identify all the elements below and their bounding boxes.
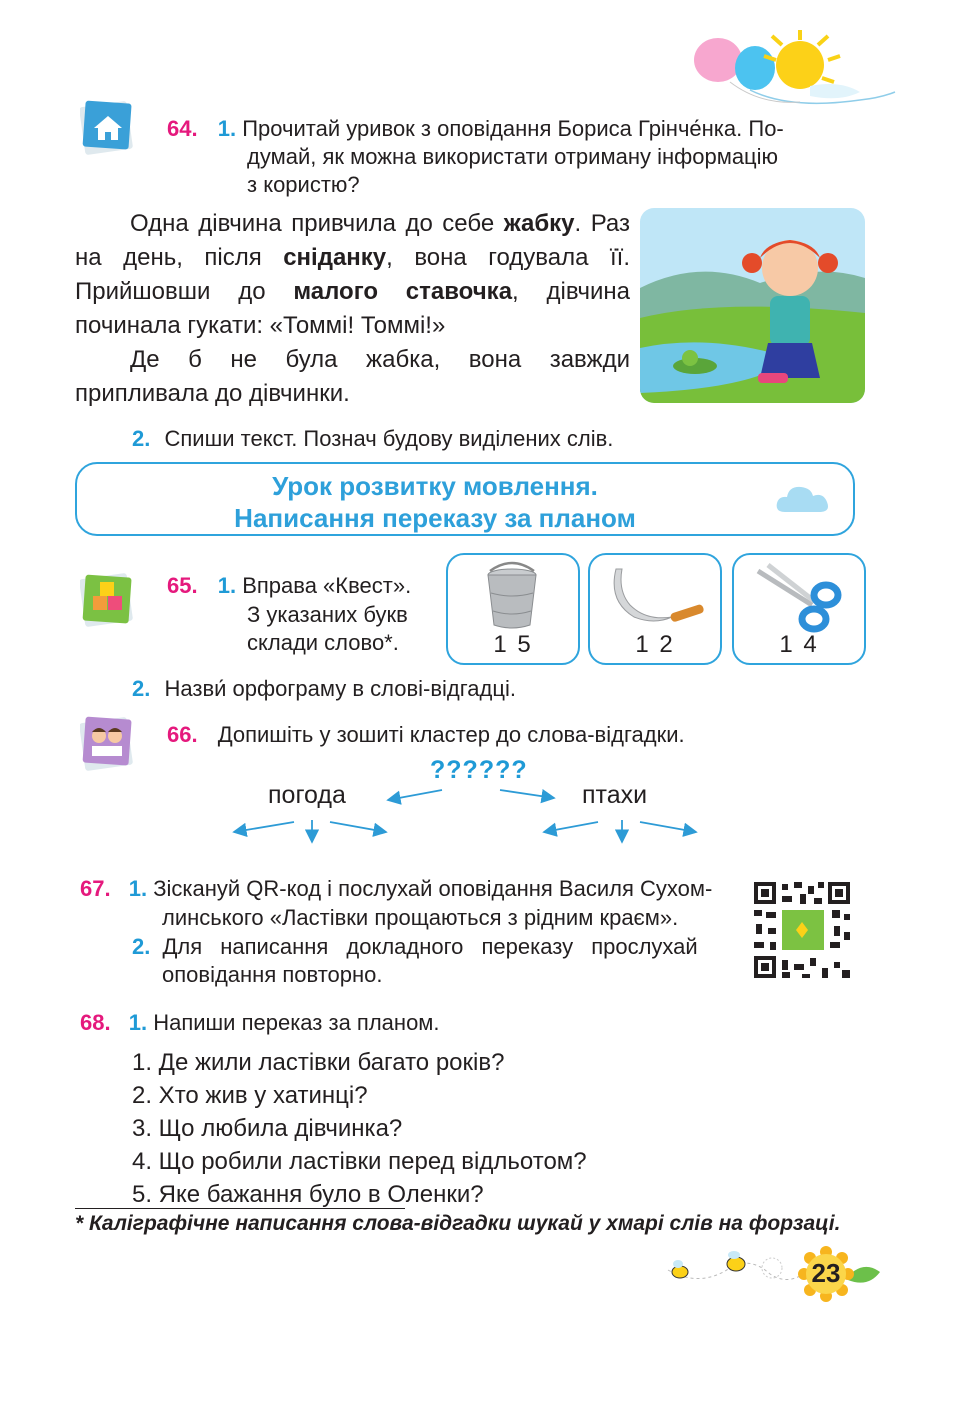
quest-card-scissors	[732, 553, 866, 665]
task-text-line: линського «Ластівки прощаються з рідним краєм».	[162, 905, 679, 930]
home-task-icon	[80, 98, 136, 158]
cluster-word-left: погода	[268, 781, 346, 809]
lesson-title: Урок розвитку мовлення. Написання переказу за планом	[234, 471, 636, 533]
children-reading-icon	[80, 714, 138, 774]
exercise-66-task	[167, 720, 867, 750]
letter-indices: 1 4	[779, 631, 819, 658]
bees-decoration	[660, 1248, 810, 1298]
exercise-number: 66.	[167, 722, 198, 747]
step-number: 1.	[128, 876, 148, 901]
footnote: * Каліграфічне написання слова-відгадки шукай у хмарі слів на форзаці.	[75, 1212, 841, 1235]
exercise-number: 65.	[167, 573, 198, 598]
step-number: 2.	[132, 426, 151, 451]
exercise-number: 67.	[80, 876, 111, 901]
page-number: 23	[811, 1258, 841, 1288]
task-text-line: З указаних букв	[247, 602, 408, 627]
exercise-64-step-2	[132, 424, 832, 454]
task-text-line: думай, як можна використати отриману інформацію	[247, 144, 779, 169]
bucket-icon	[480, 561, 544, 631]
step-number: 1.	[128, 1010, 148, 1035]
retelling-plan	[132, 1046, 587, 1211]
list-item: 4. Що робили ластівки перед відльотом?	[132, 1148, 587, 1175]
step-number: 1.	[217, 573, 237, 598]
letter-indices: 1 5	[493, 631, 533, 658]
list-item: 5. Яке бажання було в Оленки?	[132, 1181, 484, 1208]
footnote-divider	[75, 1208, 405, 1209]
reading-passage: Одна дівчина привчила до себе жабку. Раз на день, після сніданку, вона годувала її. Прийшовши до малого ставочка, дівчина починала гукати: «Томмі! Томмі!» Де б не була жабка, вона завжди припливала до дівчинки.	[75, 207, 630, 411]
passage-paragraph-2: Де б не була жабка, вона завжди припливала до дівчинки.	[75, 346, 630, 407]
exercise-68-task: 68. 1. Напиши переказ за планом.	[80, 1010, 440, 1035]
task-text-line: з користю?	[247, 172, 360, 197]
page-number-badge	[792, 1246, 882, 1302]
task-text-line: склади слово*.	[247, 630, 399, 655]
quest-card-bucket	[446, 553, 580, 665]
cluster-arrows	[220, 780, 710, 850]
task-text: Допишіть у зошиті кластер до слова-відгадки.	[217, 722, 685, 747]
lesson-title-box	[75, 462, 855, 536]
task-text-line: оповідання повторно.	[162, 962, 383, 987]
exercise-64-task	[167, 114, 867, 144]
exercise-67-step-2: 2. Для написання докладного переказу прослухай	[132, 934, 698, 959]
girl-frog-illustration	[640, 208, 865, 403]
exercise-67-task: 67. 1. Зіскануй QR-код і послухай оповідання Василя Сухом-	[80, 876, 713, 901]
step-number: 1.	[217, 116, 237, 141]
list-item: 2. Хто жив у хатинці?	[132, 1082, 368, 1109]
abc-blocks-icon	[80, 572, 136, 628]
exercise-65-step-2	[132, 674, 832, 704]
exercise-65-task: 65. 1. Вправа «Квест».	[167, 573, 412, 598]
task-text: Спиши текст. Познач будову виділених слів.	[164, 426, 614, 451]
list-item: 3. Що любила дівчинка?	[132, 1115, 403, 1142]
balloons-sun-illustration	[690, 30, 900, 120]
letter-indices: 1 2	[635, 631, 675, 658]
step-number: 2.	[132, 934, 151, 959]
scissors-icon	[752, 561, 852, 635]
cluster-center-word: ??????	[430, 756, 528, 784]
step-number: 2.	[132, 676, 151, 701]
task-text: Назви́ орфограму в слові-відгадці.	[164, 676, 516, 701]
task-text-line: Прочитай уривок з оповідання Бориса Грінче́нка. По-	[242, 116, 784, 141]
cluster-word-right: птахи	[582, 781, 648, 809]
list-item: 1. Де жили ластівки багато років?	[132, 1049, 505, 1076]
exercise-number: 64.	[167, 116, 198, 141]
cloud-icon	[775, 482, 831, 516]
sickle-icon	[604, 565, 708, 629]
exercise-number: 68.	[80, 1010, 111, 1035]
quest-card-sickle	[588, 553, 722, 665]
qr-code-icon[interactable]	[752, 880, 852, 980]
